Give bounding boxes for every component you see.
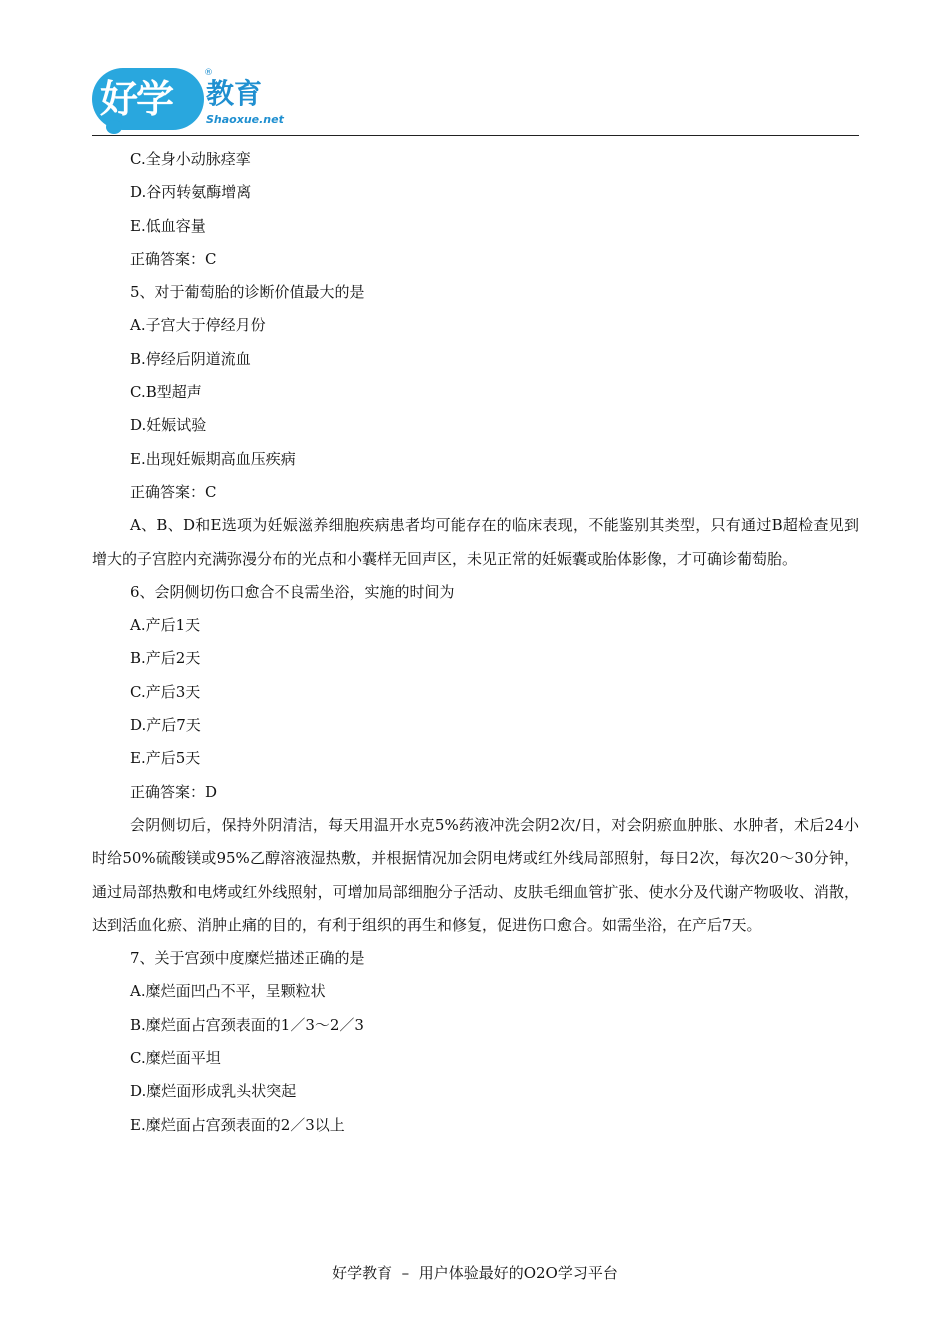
- text-line: 5、对于葡萄胎的诊断价值最大的是: [130, 283, 365, 302]
- text-line: E.出现妊娠期高血压疾病: [130, 449, 296, 468]
- text-line: E.产后5天: [130, 749, 201, 768]
- logo-site: Shaoxue.net: [206, 113, 284, 126]
- text-line: D.产后7天: [130, 716, 201, 735]
- text-line: C.B型超声: [130, 383, 202, 402]
- text-line: E.低血容量: [130, 216, 206, 235]
- text-line: B.停经后阴道流血: [130, 349, 251, 368]
- text-line: D.谷丙转氨酶增离: [130, 183, 252, 202]
- brand-logo: [92, 68, 284, 132]
- text-line: 正确答案：C: [130, 249, 217, 268]
- logo-text: 好学: [100, 77, 173, 121]
- text-line: A.糜烂面凹凸不平，呈颗粒状: [130, 982, 326, 1001]
- page-footer: 好学教育 – 用户体验最好的O2O学习平台: [332, 1264, 618, 1282]
- text-line: A.产后1天: [130, 616, 201, 635]
- text-line: D.糜烂面形成乳头状突起: [130, 1082, 297, 1101]
- text-line: A.子宫大于停经月份: [130, 316, 266, 335]
- logo-subtext: 教育: [206, 77, 263, 110]
- text-line: C.产后3天: [130, 682, 201, 701]
- logo-registered-mark: ®: [204, 68, 213, 78]
- text-line: 6、会阴侧切伤口愈合不良需坐浴，实施的时间为: [130, 582, 455, 601]
- text-line: C.全身小动脉痉挛: [130, 150, 251, 168]
- text-line: 7、关于宫颈中度糜烂描述正确的是: [130, 949, 365, 968]
- document-body: [92, 143, 859, 1142]
- explanation-paragraph: 会阴侧切后，保持外阴清洁，每天用温开水克5%药液冲洗会阴2次/日，对会阴瘀血肿胀、水肿者，术后24小时给50%硫酸镁或95%乙醇溶液湿热敷，并根据情况加会阴电烤或红外线局部照射，每日2次，每次20～30分钟，通过局部热敷和电烤或红外线照射，可增加局部细胞分子活动、皮肤毛细血管扩张、使水分及代谢产物吸收、消散，达到活血化瘀、消肿止痛的目的，有利于组织的再生和修复，促进伤口愈合。如需坐浴，在产后7天。: [92, 815, 859, 934]
- text-line: 正确答案：C: [130, 482, 217, 501]
- text-line: D.妊娠试验: [130, 416, 207, 435]
- logo-bubble-tail: [106, 120, 122, 134]
- text-line: B.产后2天: [130, 649, 201, 668]
- text-line: C.糜烂面平坦: [130, 1049, 221, 1068]
- text-line: E.糜烂面占宫颈表面的2／3以上: [130, 1115, 345, 1134]
- header-rule: [92, 135, 859, 136]
- text-line: 正确答案：D: [130, 782, 218, 801]
- explanation-paragraph: A、B、D和E选项为妊娠滋养细胞疾病患者均可能存在的临床表现，不能鉴别其类型，只有通过B超检查见到增大的子宫腔内充满弥漫分布的光点和小囊样无回声区，未见正常的妊娠囊或胎体影像，才可确诊葡萄胎。: [92, 516, 859, 568]
- text-line: B.糜烂面占宫颈表面的1／3～2／3: [130, 1015, 364, 1034]
